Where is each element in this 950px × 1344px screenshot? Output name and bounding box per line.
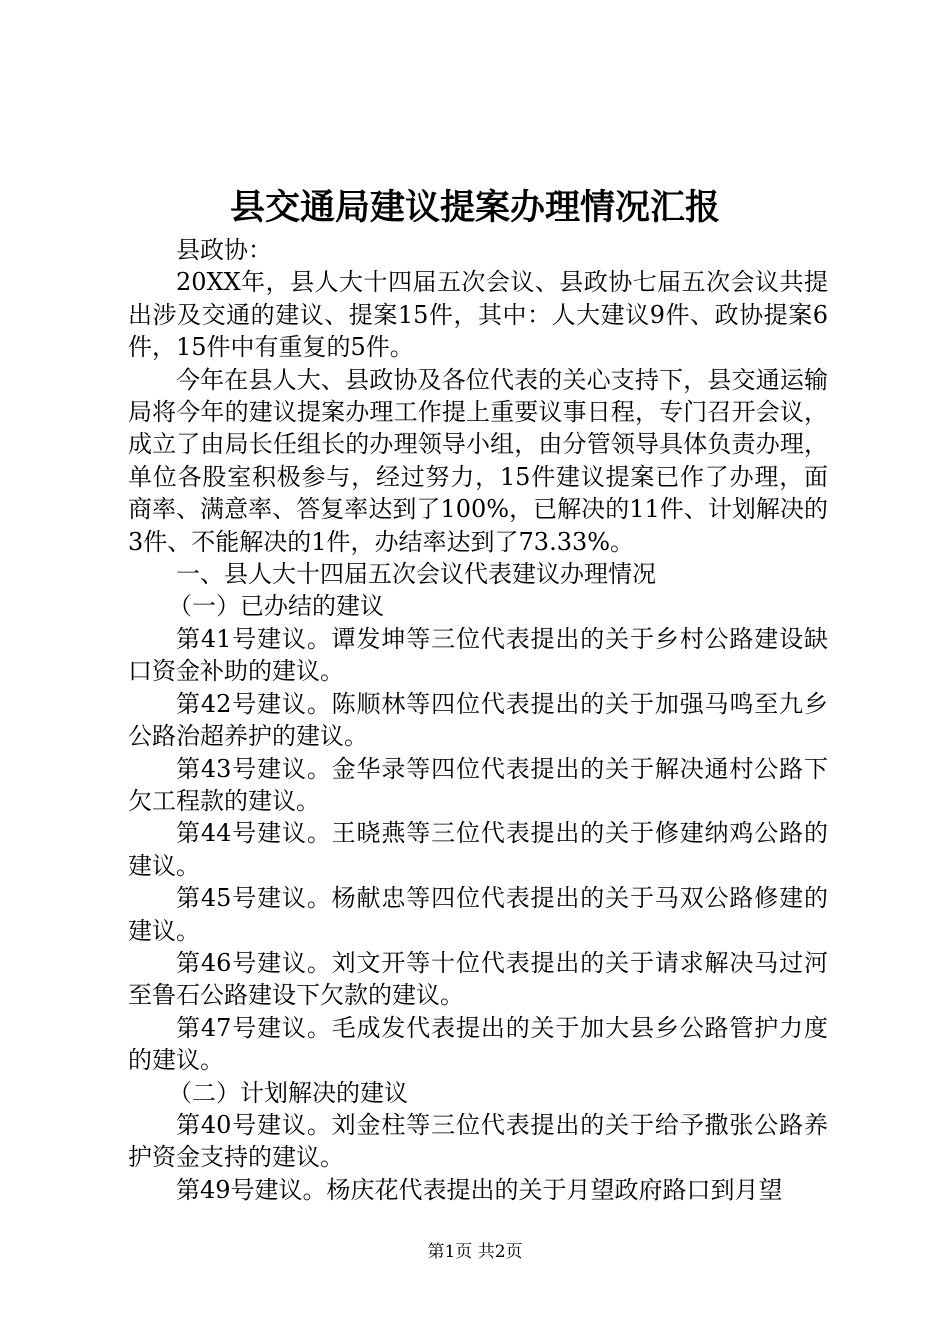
page-footer: 第1页 共2页 — [427, 1242, 523, 1262]
proposal-item: 第47号建议。毛成发代表提出的关于加大县乡公路管护力度的建议。 — [128, 1013, 828, 1075]
subsection-heading: （一）已办结的建议 — [168, 592, 384, 621]
proposal-item: 第44号建议。王晓燕等三位代表提出的关于修建纳鸡公路的建议。 — [128, 819, 828, 880]
salutation: 县政协： — [176, 236, 272, 264]
proposal-item: 第43号建议。金华录等四位代表提出的关于解决通村公路下欠工程款的建议。 — [128, 754, 828, 815]
paragraph: 今年在县人大、县政协及各位代表的关心支持下，县交通运输局将今年的建议提案办理工作提上重要议事日程，专门召开会议，成立了由局长任组长的办理领导小组，由分管领导具体负责办理，单位各股室积极参与，经过努力，15件建议提案已作了办理，面商率、满意率、答复率达到了100%，已解决的11件、计划解决的3件、不能解决的1件，办结率达到了73.33%。 — [128, 365, 828, 556]
subsection-heading: （二）计划解决的建议 — [168, 1078, 408, 1107]
document-title: 县交通局建议提案办理情况汇报 — [229, 187, 720, 228]
proposal-item: 第42号建议。陈顺林等四位代表提出的关于加强马鸣至九乡公路治超养护的建议。 — [128, 689, 828, 751]
proposal-item: 第40号建议。刘金柱等三位代表提出的关于给予撒张公路养护资金支持的建议。 — [128, 1110, 828, 1172]
section-heading: 一、县人大十四届五次会议代表建议办理情况 — [176, 560, 656, 589]
document-body — [128, 234, 828, 1206]
proposal-item: 第45号建议。杨献忠等四位代表提出的关于马双公路修建的建议。 — [128, 884, 828, 945]
paragraph: 20XX年，县人大十四届五次会议、县政协七届五次会议共提出涉及交通的建议、提案15件，其中：人大建议9件、政协提案6件，15件中有重复的5件。 — [128, 268, 828, 362]
proposal-item: 第46号建议。刘文开等十位代表提出的关于请求解决马过河至鲁石公路建设下欠款的建议。 — [128, 948, 828, 1010]
proposal-item: 第41号建议。谭发坤等三位代表提出的关于乡村公路建设缺口资金补助的建议。 — [128, 624, 828, 686]
proposal-item: 第49号建议。杨庆花代表提出的关于月望政府路口到月望 — [176, 1175, 783, 1204]
